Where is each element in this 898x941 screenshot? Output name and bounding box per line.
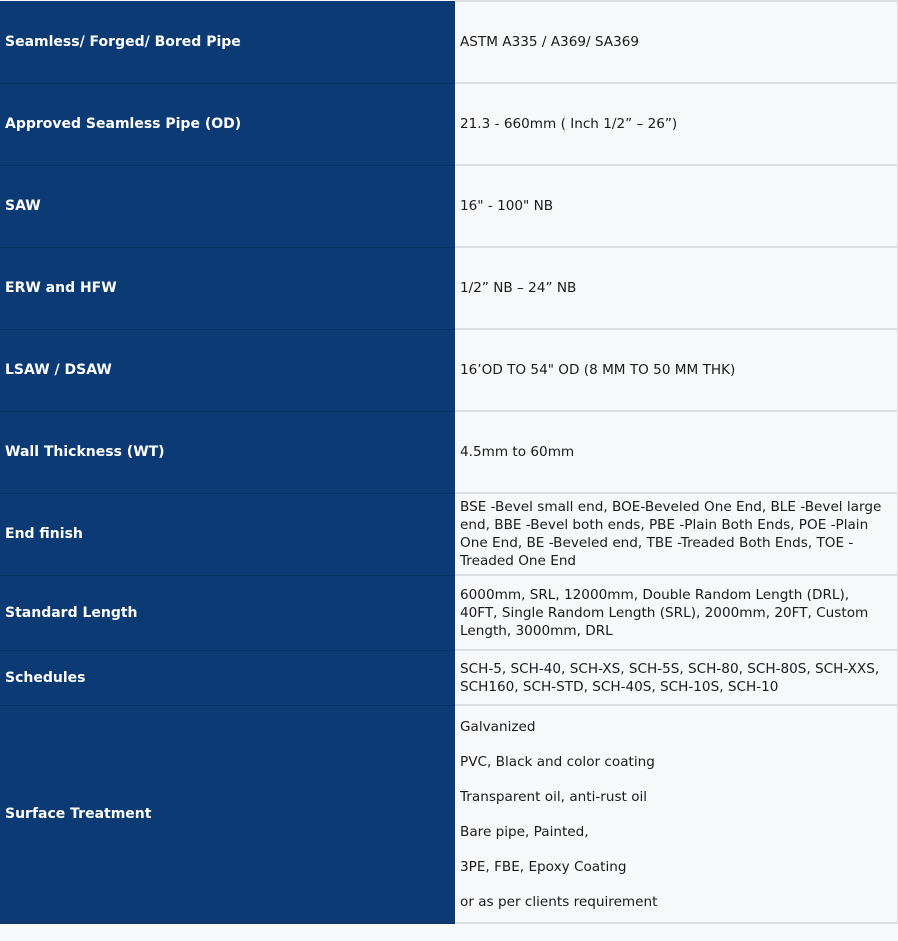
surface-treatment-item: or as per clients requirement xyxy=(460,893,658,910)
surface-treatment-item: Galvanized xyxy=(460,718,536,735)
row-label: End finish xyxy=(0,493,455,575)
row-label: Wall Thickness (WT) xyxy=(0,411,455,493)
row-value: SCH-5, SCH-40, SCH-XS, SCH-5S, SCH-80, SCH-80S, SCH-XXS, SCH160, SCH-STD, SCH-40S, SCH-10S, SCH-10 xyxy=(455,650,898,705)
table-row xyxy=(0,329,898,411)
row-value: 6000mm, SRL, 12000mm, Double Random Length (DRL), 40FT, Single Random Length (SRL), 2000mm, 20FT, Custom Length, 3000mm, DRL xyxy=(455,575,898,650)
table-row xyxy=(0,1,898,83)
row-label: SAW xyxy=(0,165,455,247)
table-row xyxy=(0,247,898,329)
row-label: LSAW / DSAW xyxy=(0,329,455,411)
row-label: Standard Length xyxy=(0,575,455,650)
row-value: ASTM A335 / A369/ SA369 xyxy=(455,1,898,83)
table-row xyxy=(0,650,898,705)
table-row xyxy=(0,575,898,650)
row-label: Surface Treatment xyxy=(0,705,455,923)
row-value: 21.3 - 660mm ( Inch 1/2” – 26”) xyxy=(455,83,898,165)
row-value: 16’OD TO 54" OD (8 MM TO 50 MM THK) xyxy=(455,329,898,411)
row-value-list xyxy=(455,705,898,923)
row-value: 4.5mm to 60mm xyxy=(455,411,898,493)
table-row xyxy=(0,165,898,247)
row-label: Schedules xyxy=(0,650,455,705)
surface-treatment-item: PVC, Black and color coating xyxy=(460,753,655,770)
surface-treatment-item: 3PE, FBE, Epoxy Coating xyxy=(460,858,627,875)
table-row xyxy=(0,705,898,923)
table-row xyxy=(0,83,898,165)
surface-treatment-item: Transparent oil, anti-rust oil xyxy=(460,788,648,805)
row-label: Seamless/ Forged/ Bored Pipe xyxy=(0,1,455,83)
row-label: ERW and HFW xyxy=(0,247,455,329)
table-row xyxy=(0,411,898,493)
row-value: 1/2” NB – 24” NB xyxy=(455,247,898,329)
surface-treatment-item: Bare pipe, Painted, xyxy=(460,823,589,840)
table-row xyxy=(0,493,898,575)
row-value: 16" - 100" NB xyxy=(455,165,898,247)
row-value: BSE -Bevel small end, BOE-Beveled One End, BLE -Bevel large end, BBE -Bevel both ends, PBE -Plain Both Ends, POE -Plain One End, BE -Beveled end, TBE -Treaded Both Ends, TOE -Treaded One End xyxy=(455,493,898,575)
row-label: Approved Seamless Pipe (OD) xyxy=(0,83,455,165)
